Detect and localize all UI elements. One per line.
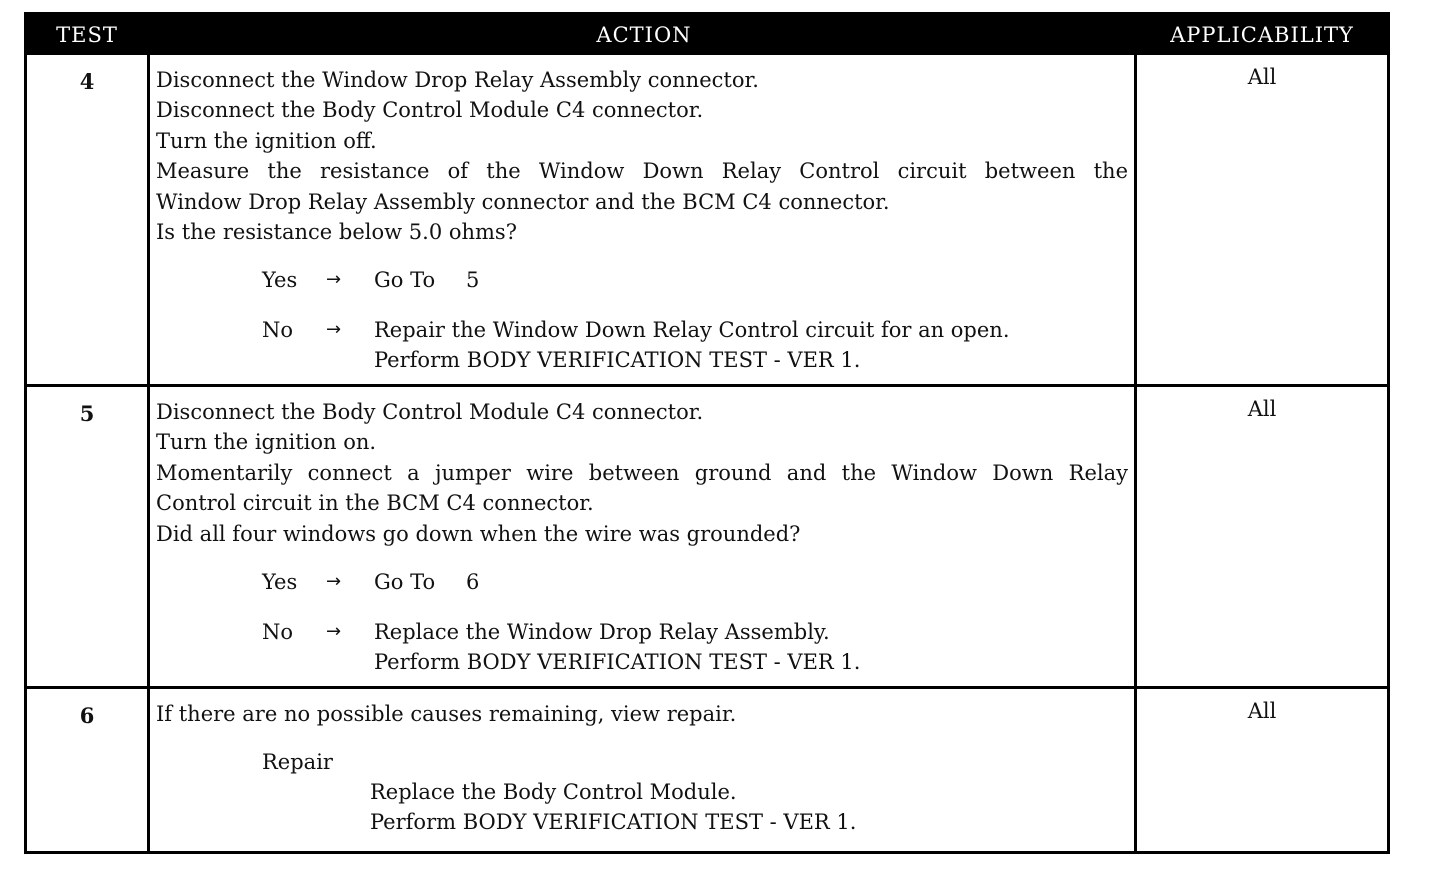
diagnostic-table: [24, 12, 1390, 854]
repair-line: Replace the Body Control Module.: [370, 780, 737, 805]
yes-branch: [156, 265, 1128, 295]
goto-target: 6: [466, 570, 480, 595]
arrow-right-icon: →: [326, 319, 342, 341]
no-branch: [156, 617, 1128, 647]
row-divider: [27, 686, 1387, 689]
action-line: Did all four windows go down when the wire was grounded?: [156, 521, 801, 546]
arrow-right-icon: →: [326, 269, 342, 291]
action-line: Window Drop Relay Assembly connector and the BCM C4 connector.: [156, 189, 890, 214]
table-header: [27, 15, 1387, 55]
goto-label: Go To: [374, 268, 436, 293]
action-cell: [156, 397, 1128, 677]
no-action-line: Replace the Window Drop Relay Assembly.: [374, 620, 830, 645]
applicability-cell: All: [1247, 699, 1277, 723]
no-branch-continued: [156, 647, 1128, 677]
action-line: Disconnect the Body Control Module C4 connector.: [156, 400, 704, 424]
repair-step: [156, 807, 1128, 837]
action-line: Disconnect the Window Drop Relay Assembly connector.: [156, 68, 759, 92]
no-label: No: [262, 318, 294, 343]
action-line: Disconnect the Body Control Module C4 connector.: [156, 98, 704, 123]
action-line: Turn the ignition on.: [156, 430, 377, 455]
action-line: Control circuit in the BCM C4 connector.: [156, 491, 594, 516]
no-label: No: [262, 620, 294, 645]
test-number: 4: [79, 69, 95, 94]
no-action-line: Perform BODY VERIFICATION TEST - VER 1.: [374, 348, 861, 373]
header-action: ACTION: [596, 23, 692, 47]
repair-label: Repair: [262, 750, 333, 775]
test-number: 6: [79, 703, 95, 728]
row-divider: [27, 384, 1387, 387]
yes-branch: [156, 567, 1128, 597]
repair-line: Perform BODY VERIFICATION TEST - VER 1.: [370, 810, 857, 835]
applicability-cell: All: [1247, 65, 1277, 89]
action-line: Momentarily connect a jumper wire between ground and the Window Down Relay: [156, 460, 1128, 485]
applicability-cell: All: [1247, 397, 1277, 421]
action-cell: [156, 65, 1128, 375]
no-branch: [156, 315, 1128, 345]
no-branch-continued: [156, 345, 1128, 375]
action-line: Is the resistance below 5.0 ohms?: [156, 220, 517, 245]
column-divider-test: [147, 55, 150, 851]
test-number: 5: [79, 401, 95, 426]
arrow-right-icon: →: [326, 621, 342, 643]
header-test: TEST: [56, 23, 118, 47]
action-cell: [156, 699, 1128, 837]
goto-label: Go To: [374, 570, 436, 595]
no-action-line: Repair the Window Down Relay Control circuit for an open.: [374, 318, 1010, 343]
action-line: Turn the ignition off.: [156, 128, 377, 153]
arrow-right-icon: →: [326, 571, 342, 593]
action-line: If there are no possible causes remaining, view repair.: [156, 702, 737, 726]
goto-target: 5: [466, 268, 480, 293]
yes-label: Yes: [262, 570, 298, 595]
header-applicability: APPLICABILITY: [1170, 23, 1354, 47]
no-action-line: Perform BODY VERIFICATION TEST - VER 1.: [374, 650, 861, 675]
column-divider-applicability: [1134, 55, 1137, 851]
action-line: Measure the resistance of the Window Down Relay Control circuit between the: [156, 159, 1128, 184]
repair-step: [156, 777, 1128, 807]
repair-heading: [156, 747, 1128, 777]
yes-label: Yes: [262, 268, 298, 293]
